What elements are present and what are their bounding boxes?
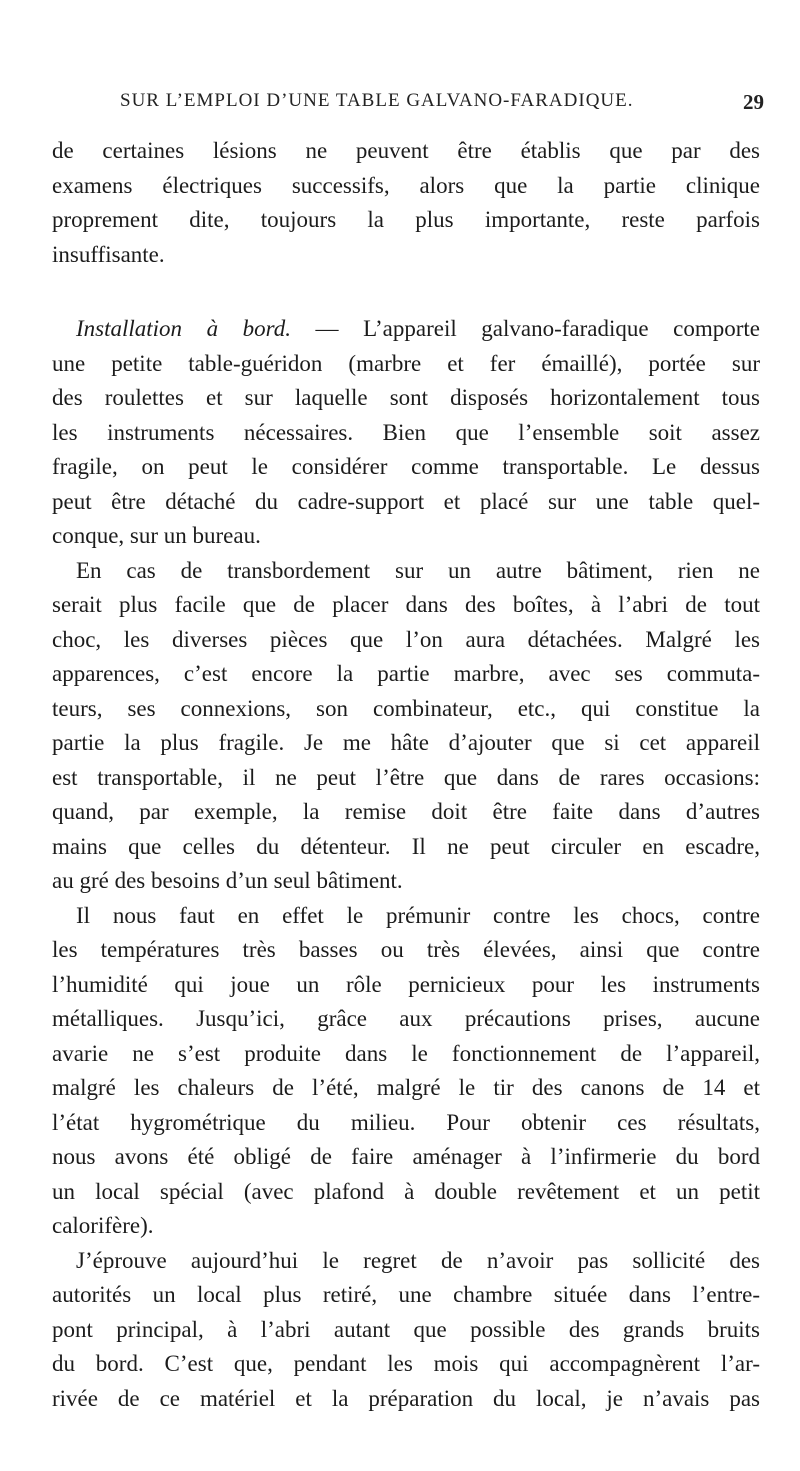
text-line: teurs, ses connexions, son combinateur, etc., qui constitue la: [52, 695, 760, 721]
text-line: autorités un local plus retiré, une chambre située dans l’entre-: [52, 1282, 760, 1307]
text-line: conque, sur un bureau.: [52, 523, 261, 548]
paragraph: [52, 134, 760, 272]
paragraph: [52, 312, 760, 554]
text-line: partie la plus fragile. Je me hâte d’ajouter que si cet appareil: [52, 730, 760, 755]
text-line: choc, les diverses pièces que l’on aura détachées. Malgré les: [52, 626, 760, 652]
text-line: peut être détaché du cadre-support et placé sur une table quel-: [52, 488, 760, 514]
text-line: l’humidité qui joue un rôle pernicieux pour les instruments: [52, 971, 760, 997]
text-line: mains que celles du détenteur. Il ne peut circuler en escadre,: [52, 833, 760, 859]
text-line-rest: — L’appareil galvano-faradique comporte: [315, 316, 760, 341]
text-line: l’état hygrométrique du milieu. Pour obtenir ces résultats,: [52, 1109, 760, 1135]
text-line: pont principal, à l’abri autant que possible des grands bruits: [52, 1316, 760, 1342]
text-line: [52, 312, 760, 347]
text-line: quand, par exemple, la remise doit être faite dans d’autres: [52, 799, 760, 824]
paragraph: [52, 1244, 760, 1417]
text-line: insuffisante.: [52, 241, 165, 267]
text-line: des roulettes et sur laquelle sont disposés horizontalement tous: [52, 385, 760, 410]
text-line: une petite table-guéridon (marbre et fer émaillé), portée sur: [52, 350, 760, 376]
text-line: J’éprouve aujourd’hui le regret de n’avoir pas sollicité des: [76, 1247, 760, 1273]
text-line: est transportable, il ne peut l’être que dans de rares occasions:: [52, 764, 760, 790]
text-line: métalliques. Jusqu’ici, grâce aux précautions prises, aucune: [52, 1006, 760, 1031]
section-title: Installation à bord.: [76, 316, 291, 341]
text-line: de certaines lésions ne peuvent être établis que par des: [52, 138, 760, 163]
text-line: malgré les chaleurs de l’été, malgré le tir des canons de 14 et: [52, 1075, 760, 1100]
text-line: fragile, on peut le considérer comme transportable. Le dessus: [52, 454, 760, 479]
text-line: proprement dite, toujours la plus importante, reste parfois: [52, 207, 760, 232]
body-text: [52, 134, 760, 1416]
text-line: nous avons été obligé de faire aménager à l’infirmerie du bord: [52, 1144, 760, 1169]
running-head: SUR L’EMPLOI D’UNE TABLE GALVANO-FARADIQUE.: [120, 90, 634, 111]
text-line: du bord. C’est que, pendant les mois qui accompagnèrent l’ar-: [52, 1351, 760, 1376]
text-line: serait plus facile que de placer dans des boîtes, à l’abri de tout: [52, 592, 760, 617]
page-number: 29: [743, 90, 764, 114]
paragraph: [52, 899, 760, 1244]
paragraph: [52, 554, 760, 899]
text-line: En cas de transbordement sur un autre bâtiment, rien ne: [76, 557, 760, 583]
text-line: les températures très basses ou très élevées, ainsi que contre: [52, 937, 760, 962]
text-line: un local spécial (avec plafond à double revêtement et un petit: [52, 1178, 760, 1204]
text-line: examens électriques successifs, alors que la partie clinique: [52, 172, 760, 198]
text-line: apparences, c’est encore la partie marbre, avec ses commuta-: [52, 661, 760, 686]
text-line: calorifère).: [52, 1213, 154, 1238]
text-line: rivée de ce matériel et la préparation du local, je n’avais pas: [52, 1385, 760, 1411]
text-line: les instruments nécessaires. Bien que l’ensemble soit assez: [52, 419, 760, 445]
text-line: Il nous faut en effet le prémunir contre les chocs, contre: [76, 902, 760, 928]
text-line: avarie ne s’est produite dans le fonctionnement de l’appareil,: [52, 1040, 760, 1066]
text-line: au gré des besoins d’un seul bâtiment.: [52, 868, 403, 893]
page-header: [80, 90, 770, 124]
